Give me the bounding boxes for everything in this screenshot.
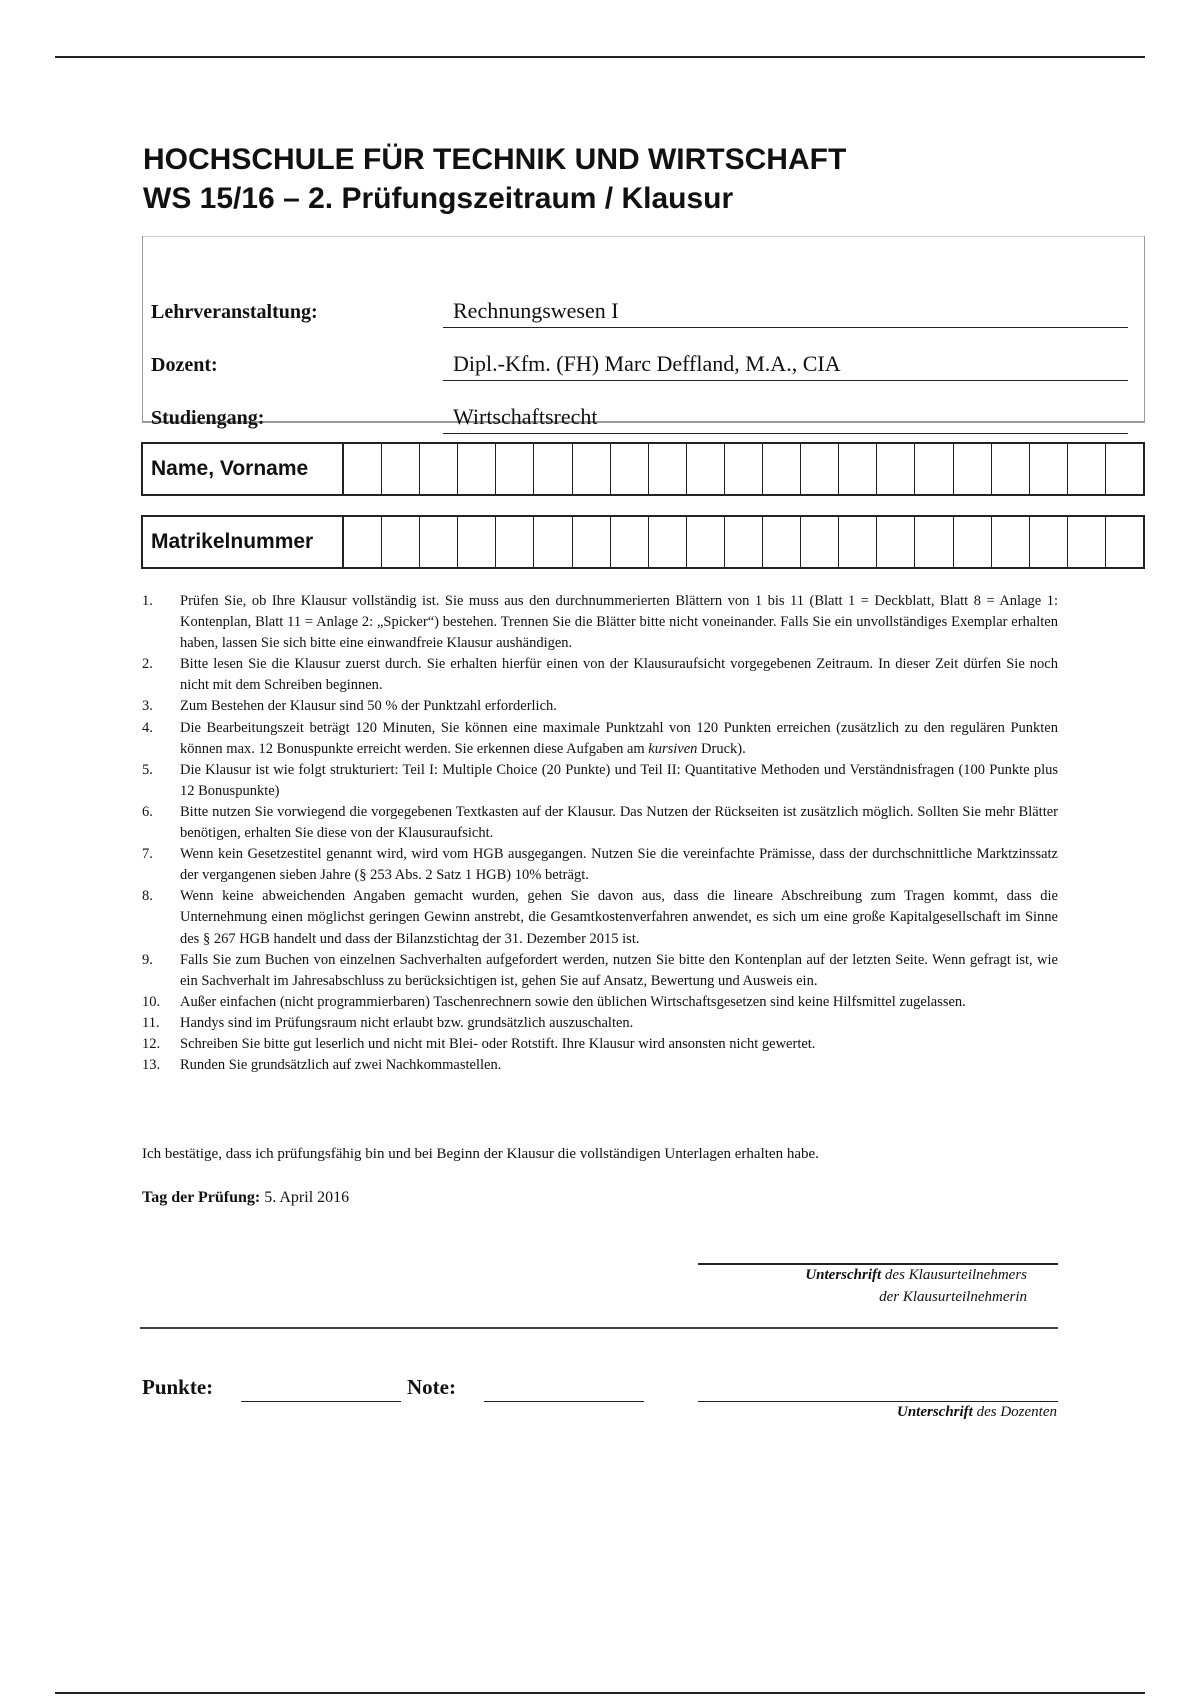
lecturer-value: Dipl.-Kfm. (FH) Marc Deffland, M.A., CIA [443, 350, 1128, 381]
section-separator [140, 1327, 1058, 1329]
lecturer-signature-caption [897, 1404, 1057, 1421]
name-cell[interactable] [610, 444, 648, 494]
bottom-rule [55, 1692, 1145, 1694]
exam-date-label: Tag der Prüfung: [142, 1189, 261, 1206]
page-title [143, 140, 846, 218]
exam-date-value: 5. April 2016 [264, 1189, 350, 1206]
name-cell[interactable] [1105, 444, 1143, 494]
name-field-label: Name, Vorname [143, 444, 344, 494]
matrikel-cell[interactable] [457, 517, 495, 567]
instruction-text: Handys sind im Prüfungsraum nicht erlaubt bzw. grundsätzlich auszuschalten. [180, 1014, 634, 1031]
matrikel-cell[interactable] [876, 517, 914, 567]
instruction-item [142, 844, 1058, 886]
instruction-text: Schreiben Sie bitte gut leserlich und nicht mit Blei- oder Rotstift. Ihre Klausur wird ansonsten nicht gewertet. [180, 1035, 816, 1052]
instruction-number: 6. [142, 803, 153, 820]
lecturer-signature-rest: des Dozenten [972, 1404, 1057, 1420]
instruction-number: 11. [142, 1014, 160, 1031]
program-label: Studiengang: [151, 407, 265, 429]
grade-blank[interactable] [484, 1401, 644, 1402]
matrikel-cell[interactable] [762, 517, 800, 567]
points-blank[interactable] [241, 1401, 401, 1402]
student-signature-caption-line2: der Klausurteilnehmerin [879, 1289, 1027, 1305]
student-signature-bold: Unterschrift [805, 1267, 882, 1283]
exam-date [142, 1189, 349, 1207]
matrikel-cell[interactable] [495, 517, 533, 567]
name-cell[interactable] [1067, 444, 1105, 494]
matrikel-cell[interactable] [381, 517, 419, 567]
matrikel-field-label: Matrikelnummer [143, 517, 344, 567]
name-cell[interactable] [344, 444, 381, 494]
name-cell[interactable] [686, 444, 724, 494]
matrikel-cell[interactable] [572, 517, 610, 567]
instruction-item [142, 992, 1058, 1013]
name-cell[interactable] [876, 444, 914, 494]
name-cell[interactable] [648, 444, 686, 494]
name-cell[interactable] [495, 444, 533, 494]
instruction-text: Außer einfachen (nicht programmierbaren) Taschenrechnern sowie den üblichen Wirtschaftsgesetzen sind keine Hilfsmittel zugelassen. [180, 993, 966, 1010]
instruction-text: Runden Sie grundsätzlich auf zwei Nachkommastellen. [180, 1057, 502, 1074]
instruction-item [142, 654, 1058, 696]
instruction-item [142, 1034, 1058, 1055]
lecturer-signature-line[interactable] [698, 1401, 1058, 1402]
matrikel-cell[interactable] [800, 517, 838, 567]
instruction-item [142, 950, 1058, 992]
title-line-2: WS 15/16 – 2. Prüfungszeitraum / Klausur [143, 182, 734, 215]
matrikel-cell[interactable] [610, 517, 648, 567]
matrikel-cell[interactable] [953, 517, 991, 567]
instruction-item [142, 1013, 1058, 1034]
name-cell[interactable] [914, 444, 952, 494]
name-cell[interactable] [838, 444, 876, 494]
name-cell[interactable] [762, 444, 800, 494]
name-cell[interactable] [457, 444, 495, 494]
instruction-number: 7. [142, 846, 153, 863]
name-cell[interactable] [419, 444, 457, 494]
instruction-number: 2. [142, 656, 153, 673]
matrikel-input-cells[interactable] [344, 517, 1143, 567]
instruction-number: 13. [142, 1057, 161, 1074]
grade-label: Note: [407, 1375, 456, 1399]
matrikel-cell[interactable] [838, 517, 876, 567]
matrikel-cell[interactable] [724, 517, 762, 567]
course-row-lecture [143, 288, 1144, 328]
top-rule [55, 56, 1145, 58]
name-field-row [141, 442, 1145, 496]
instruction-item [142, 591, 1058, 654]
matrikel-cell[interactable] [914, 517, 952, 567]
instruction-text: Prüfen Sie, ob Ihre Klausur vollständig ist. Sie muss aus den durchnummerierten Blättern von 1 bis 11 (Blatt 1 = Deckblatt, Blatt 8 = Anlage 1: Kontenplan, Blatt 11 = Anlage 2: „Spicker“) bestehen. Trennen Sie die Blätter bitte nicht voneinander. Falls Sie ein unvollständiges Exemplar erhalten haben, lassen Sie sich bitte eine einwandfreie Klausur aushändigen. [180, 593, 1058, 652]
instruction-item [142, 1055, 1058, 1076]
instruction-item [142, 696, 1058, 717]
student-signature-rest: des Klausurteilnehmers [881, 1267, 1027, 1283]
course-info-box [142, 236, 1145, 429]
course-row-lecturer [143, 341, 1144, 381]
instruction-number: 8. [142, 888, 153, 905]
student-signature-caption [805, 1267, 1027, 1284]
title-line-1: HOCHSCHULE FÜR TECHNIK UND WIRTSCHAFT [143, 143, 847, 176]
instruction-text: Bitte lesen Sie die Klausur zuerst durch. Sie erhalten hierfür einen von der Klausuraufsicht vorgegebenen Zeitraum. In dieser Zeit dürfen Sie noch nicht mit dem Schreiben beginnen. [180, 656, 1058, 694]
instruction-number: 9. [142, 951, 153, 968]
instruction-number: 4. [142, 719, 153, 736]
name-cell[interactable] [953, 444, 991, 494]
instruction-number: 5. [142, 761, 153, 778]
instruction-text: Bitte nutzen Sie vorwiegend die vorgegebenen Textkasten auf der Klausur. Das Nutzen der Rückseiten ist zusätzlich möglich. Sollten Sie mehr Blätter benötigen, erhalten Sie diese von der Klausuraufsicht. [180, 803, 1058, 842]
instructions-list [142, 591, 1058, 1076]
matrikel-cell[interactable] [991, 517, 1029, 567]
course-row-program [143, 394, 1144, 434]
instruction-text: Die Klausur ist wie folgt strukturiert: Teil I: Multiple Choice (20 Punkte) und Teil II: Quantitative Methoden und Verständnisfragen (100 Punkte plus 12 Bonuspunkte) [180, 761, 1058, 799]
instruction-text: Zum Bestehen der Klausur sind 50 % der Punktzahl erforderlich. [180, 698, 557, 715]
matrikel-cell[interactable] [344, 517, 381, 567]
matrikel-cell[interactable] [1067, 517, 1105, 567]
matrikel-cell[interactable] [686, 517, 724, 567]
name-cell[interactable] [533, 444, 571, 494]
instruction-text: Wenn kein Gesetzestitel genannt wird, wird vom HGB ausgegangen. Nutzen Sie die vereinfachte Prämisse, dass der durchschnittliche Marktzinssatz der vergangenen sieben Jahre (§ 253 Abs. 2 Satz 1 HGB) 10% beträgt. [180, 846, 1058, 884]
matrikel-cell[interactable] [648, 517, 686, 567]
lecturer-signature-bold: Unterschrift [897, 1404, 973, 1420]
matrikel-cell[interactable] [1029, 517, 1067, 567]
lecture-value: Rechnungswesen I [443, 297, 1128, 328]
program-value: Wirtschaftsrecht [443, 403, 1128, 434]
instruction-number: 3. [142, 698, 153, 715]
confirmation-text: Ich bestätige, dass ich prüfungsfähig bin und bei Beginn der Klausur die vollständigen Unterlagen erhalten habe. [142, 1146, 819, 1162]
instruction-text: Falls Sie zum Buchen von einzelnen Sachverhalten aufgefordert werden, nutzen Sie bitte den Kontenplan auf der letzten Seite. Wenn gefragt ist, wie ein Sachverhalt im Jahresabschluss zu berücksichtigen ist, gehen Sie auf Ansatz, Bewertung und Ausweis ein. [180, 951, 1058, 989]
name-cell[interactable] [1029, 444, 1067, 494]
student-signature-line[interactable] [698, 1263, 1058, 1265]
points-label: Punkte: [142, 1375, 214, 1399]
instruction-text: Wenn keine abweichenden Angaben gemacht wurden, gehen Sie davon aus, dass die lineare Abschreibung zum Tragen kommt, dass die Unternehmung einen möglichst geringen Gewinn anstrebt, die Gesamtkostenverfahren anwendet, es sich um eine große Kapitalgesellschaft im Sinne des § 267 HGB handelt und dass der Bilanzstichtag der 31. Dezember 2015 ist. [180, 888, 1058, 947]
instruction-number: 10. [142, 993, 161, 1010]
instruction-text: Die Bearbeitungszeit beträgt 120 Minuten, Sie können eine maximale Punktzahl von 120 Punkten erreichen (zusätzlich zu den regulären Punkten können max. 12 Bonuspunkte erreicht werden. Sie erkennen diese Aufgaben am kursiven Druck). [180, 719, 1058, 757]
instruction-item [142, 718, 1058, 760]
name-input-cells[interactable] [344, 444, 1143, 494]
matrikel-field-row [141, 515, 1145, 569]
lecturer-label: Dozent: [151, 354, 218, 376]
italic-emphasis: kursiven [648, 740, 698, 757]
name-cell[interactable] [800, 444, 838, 494]
name-cell[interactable] [381, 444, 419, 494]
instruction-item [142, 802, 1058, 844]
instruction-number: 12. [142, 1035, 161, 1052]
instruction-item [142, 886, 1058, 949]
instruction-number: 1. [142, 593, 153, 609]
name-cell[interactable] [991, 444, 1029, 494]
matrikel-cell[interactable] [1105, 517, 1143, 567]
matrikel-cell[interactable] [419, 517, 457, 567]
instruction-item [142, 760, 1058, 802]
lecture-label: Lehrveranstaltung: [151, 301, 318, 323]
name-cell[interactable] [572, 444, 610, 494]
matrikel-cell[interactable] [533, 517, 571, 567]
name-cell[interactable] [724, 444, 762, 494]
